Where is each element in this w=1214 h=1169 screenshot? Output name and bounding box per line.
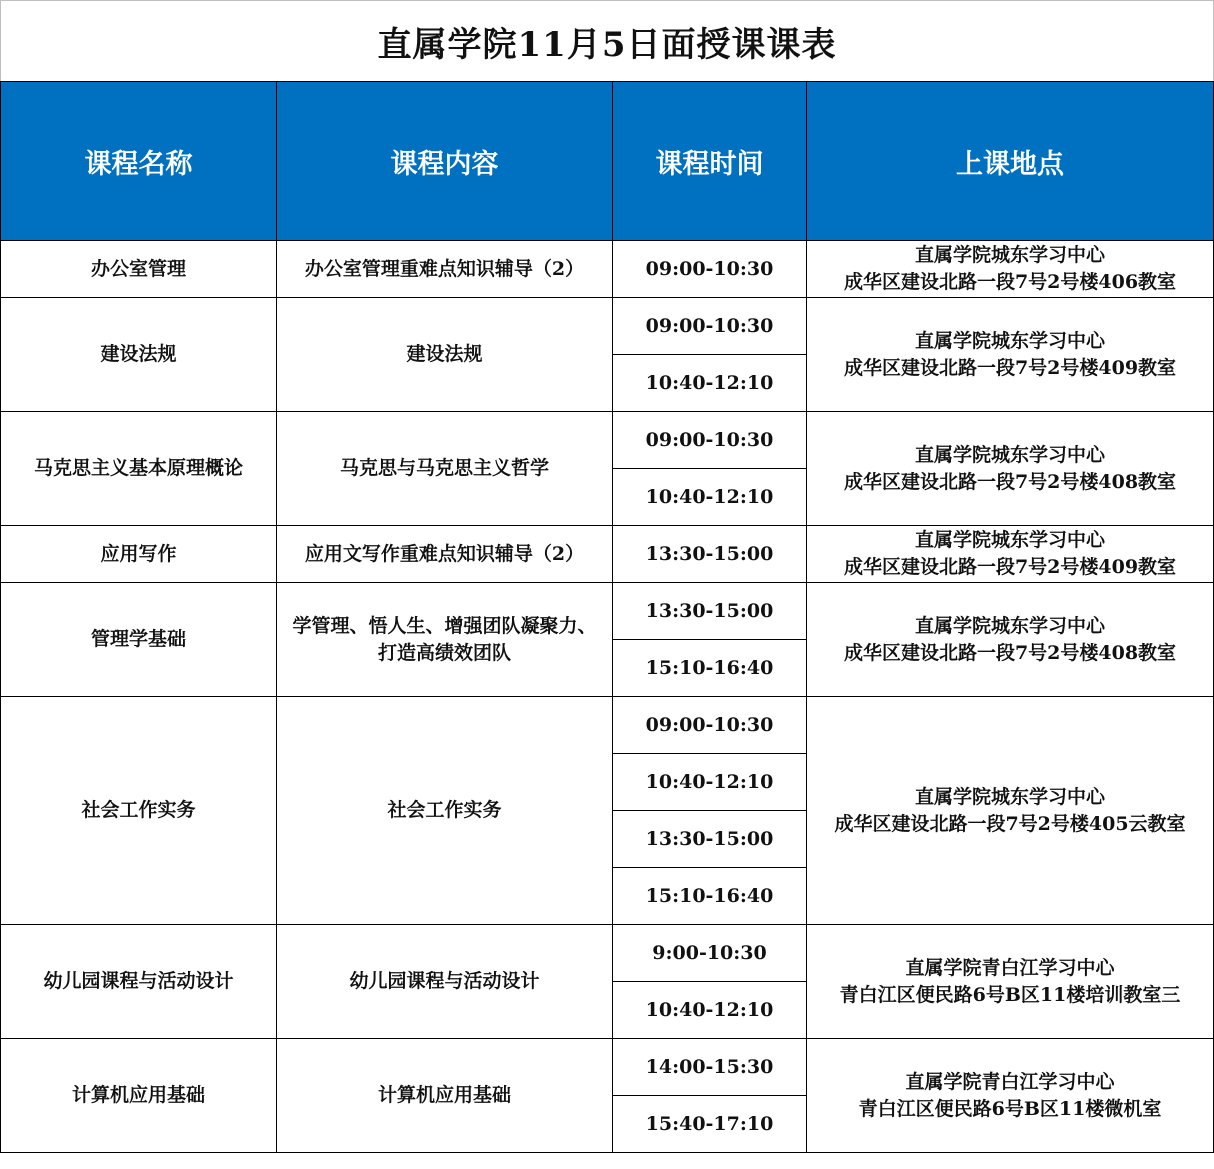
course-time-cell: 10:40-12:10	[613, 982, 807, 1039]
course-name-cell: 应用写作	[1, 526, 277, 583]
location-cell	[807, 298, 1214, 412]
course-time-cell: 15:10-16:40	[613, 868, 807, 925]
location-cell	[807, 1039, 1214, 1153]
table-row	[1, 583, 1214, 640]
location-center: 直属学院城东学习中心	[914, 443, 1105, 466]
location-center: 直属学院青白江学习中心	[905, 956, 1115, 979]
course-name-cell: 管理学基础	[1, 583, 277, 697]
location-address: 成华区建设北路一段7号2号楼408教室	[843, 641, 1177, 664]
course-time-cell: 10:40-12:10	[613, 469, 807, 526]
header-course-name: 课程名称	[1, 82, 277, 241]
header-location: 上课地点	[807, 82, 1214, 241]
location-center: 直属学院城东学习中心	[914, 529, 1105, 551]
location-cell	[807, 241, 1214, 298]
course-time-cell: 13:30-15:00	[613, 811, 807, 868]
table-row	[1, 925, 1214, 982]
course-time-cell: 09:00-10:30	[613, 697, 807, 754]
course-content-cell: 计算机应用基础	[277, 1039, 613, 1153]
course-time-cell: 09:00-10:30	[613, 298, 807, 355]
location-cell	[807, 412, 1214, 526]
course-time-cell: 13:30-15:00	[613, 583, 807, 640]
course-content-cell: 建设法规	[277, 298, 613, 412]
course-content-line: 学管理、悟人生、增强团队凝聚力、	[292, 614, 597, 637]
location-address: 成华区建设北路一段7号2号楼406教室	[843, 271, 1177, 293]
location-address: 成华区建设北路一段7号2号楼409教室	[843, 556, 1177, 578]
location-address: 青白江区便民路6号B区11楼微机室	[858, 1097, 1162, 1120]
table-row	[1, 412, 1214, 469]
course-time-cell: 10:40-12:10	[613, 355, 807, 412]
location-address: 成华区建设北路一段7号2号楼405云教室	[834, 812, 1186, 835]
location-center: 直属学院青白江学习中心	[905, 1070, 1115, 1093]
course-content-cell: 马克思与马克思主义哲学	[277, 412, 613, 526]
location-center: 直属学院城东学习中心	[914, 329, 1105, 352]
location-cell	[807, 697, 1214, 925]
location-address: 成华区建设北路一段7号2号楼408教室	[843, 470, 1177, 493]
course-content-line: 打造高绩效团队	[377, 641, 511, 664]
course-name-cell: 建设法规	[1, 298, 277, 412]
page-title: 直属学院11月5日面授课课表	[0, 0, 1214, 82]
course-time-cell: 13:30-15:00	[613, 526, 807, 583]
table-row	[1, 298, 1214, 355]
location-center: 直属学院城东学习中心	[914, 244, 1105, 266]
header-course-time: 课程时间	[613, 82, 807, 241]
table-row	[1, 241, 1214, 298]
location-address: 成华区建设北路一段7号2号楼409教室	[843, 356, 1177, 379]
header-course-content: 课程内容	[277, 82, 613, 241]
location-center: 直属学院城东学习中心	[914, 614, 1105, 637]
course-time-cell: 14:00-15:30	[613, 1039, 807, 1096]
course-content-cell	[277, 583, 613, 697]
table-header-row	[1, 82, 1214, 241]
course-content-cell: 社会工作实务	[277, 697, 613, 925]
location-cell	[807, 925, 1214, 1039]
location-center: 直属学院城东学习中心	[914, 785, 1105, 808]
course-name-cell: 办公室管理	[1, 241, 277, 298]
course-time-cell: 15:40-17:10	[613, 1096, 807, 1153]
course-time-cell: 10:40-12:10	[613, 754, 807, 811]
location-cell	[807, 583, 1214, 697]
table-row	[1, 526, 1214, 583]
course-content-cell: 办公室管理重难点知识辅导（2）	[277, 241, 613, 298]
course-name-cell: 社会工作实务	[1, 697, 277, 925]
course-name-cell: 马克思主义基本原理概论	[1, 412, 277, 526]
table-row	[1, 1039, 1214, 1096]
course-content-cell: 应用文写作重难点知识辅导（2）	[277, 526, 613, 583]
course-time-cell: 09:00-10:30	[613, 241, 807, 298]
course-time-cell: 9:00-10:30	[613, 925, 807, 982]
course-content-cell: 幼儿园课程与活动设计	[277, 925, 613, 1039]
location-address: 青白江区便民路6号B区11楼培训教室三	[839, 983, 1181, 1006]
course-name-cell: 计算机应用基础	[1, 1039, 277, 1153]
course-time-cell: 09:00-10:30	[613, 412, 807, 469]
course-name-cell: 幼儿园课程与活动设计	[1, 925, 277, 1039]
schedule-table	[0, 81, 1214, 1153]
table-row	[1, 697, 1214, 754]
course-time-cell: 15:10-16:40	[613, 640, 807, 697]
location-cell	[807, 526, 1214, 583]
